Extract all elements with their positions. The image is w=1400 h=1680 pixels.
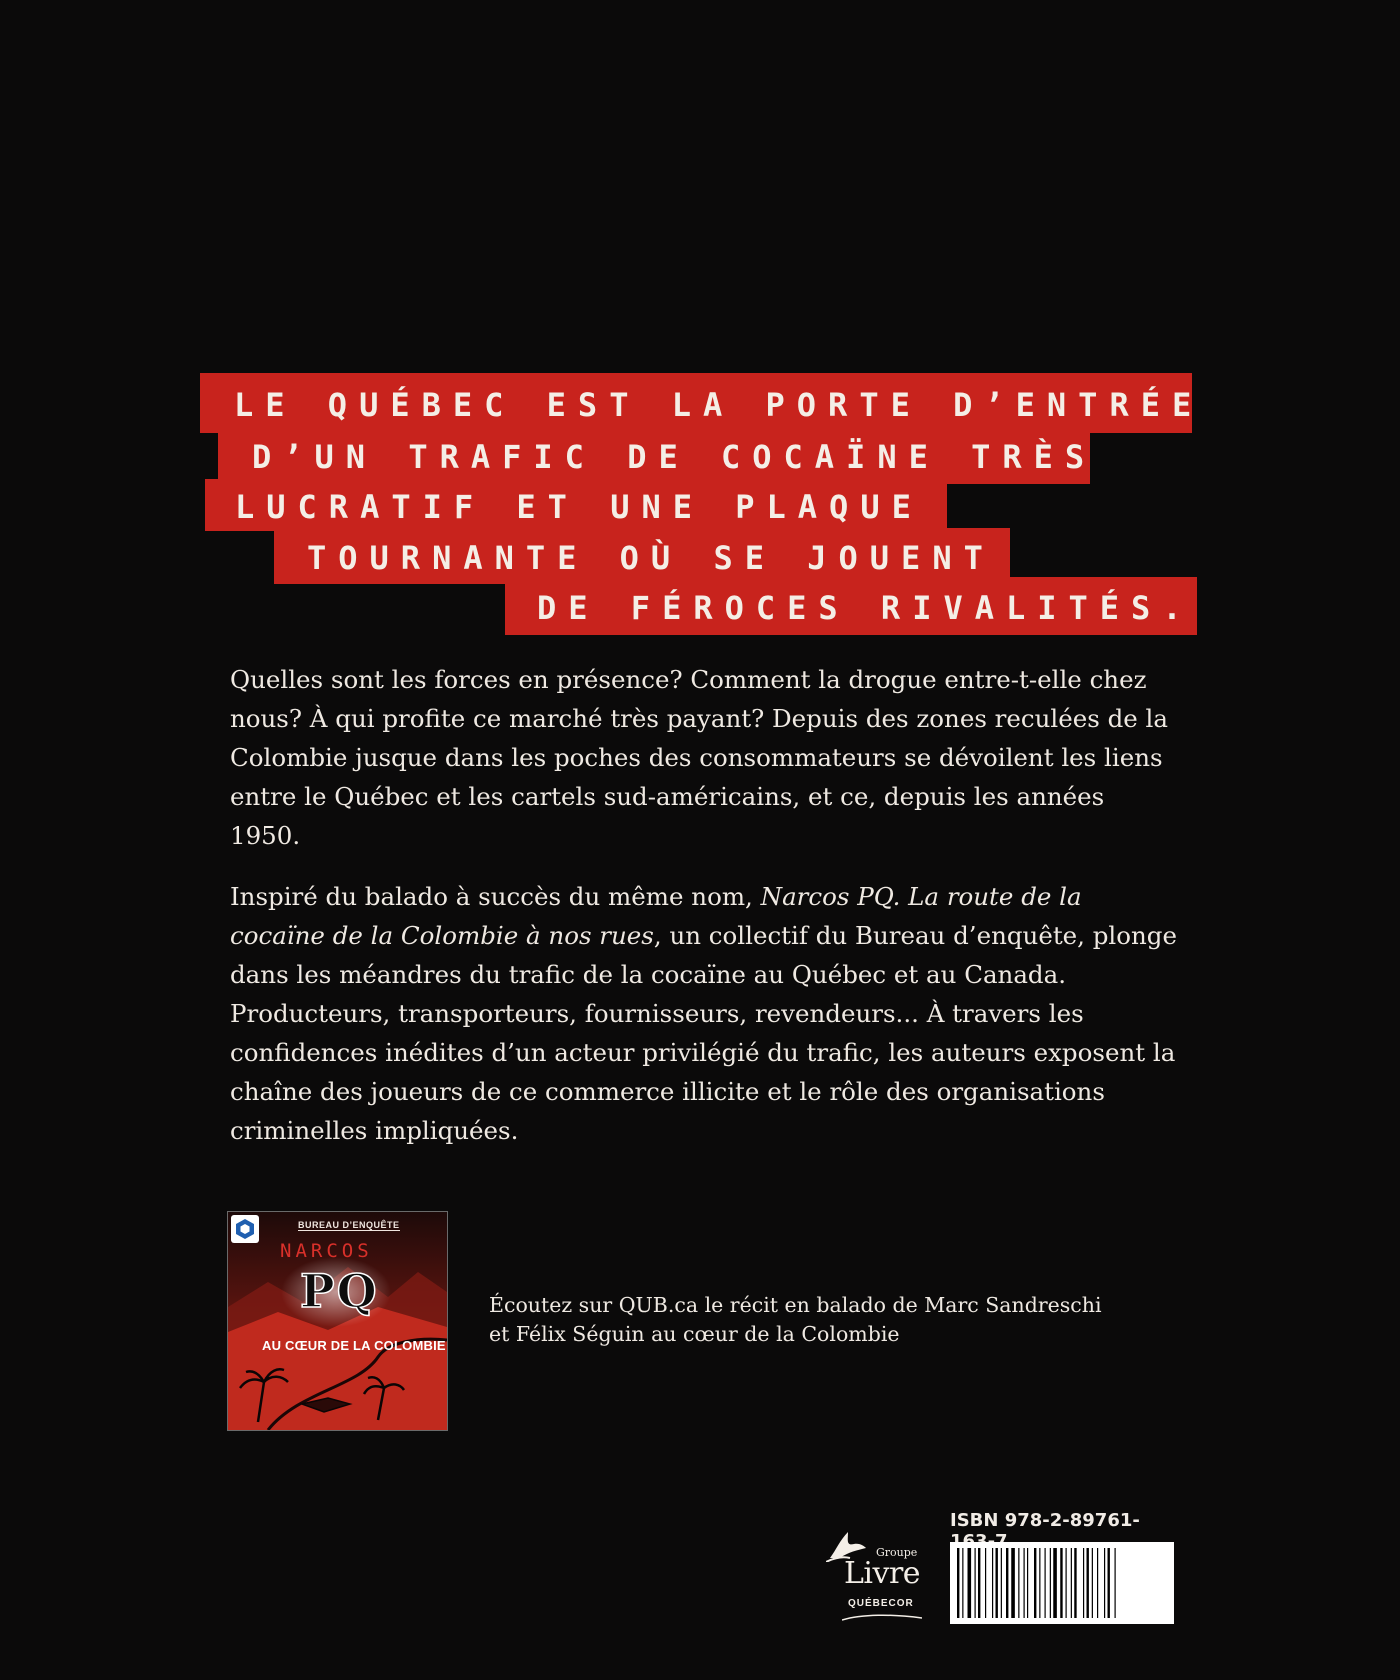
podcast-caption (489, 1291, 1109, 1349)
cover-subtitle: AU CŒUR DE LA COLOMBIE (262, 1338, 446, 1353)
cover-title-letters: PQ (300, 1264, 379, 1318)
tagline-block (0, 0, 1400, 650)
cover-series-label: BUREAU D’ENQUÊTE (298, 1220, 400, 1230)
tagline-line: LUCRATIF ET UNE PLAQUE (205, 479, 947, 531)
tagline-line: D’UN TRAFIC DE COCAÏNE TRÈS (218, 428, 1090, 484)
barcode (950, 1542, 1174, 1624)
book-description (230, 660, 1180, 1172)
barcode-bars (957, 1548, 1167, 1618)
qub-logo-icon (231, 1215, 259, 1243)
caption-line: et Félix Séguin au cœur de la Colombie (489, 1322, 900, 1346)
publisher-sub-label: QUÉBECOR (848, 1598, 914, 1609)
description-paragraph (230, 877, 1180, 1150)
caption-line: Écoutez sur QUB.ca le récit en balado de Marc Sandreschi (489, 1293, 1102, 1317)
book-title-italic: Narcos PQ. La route de la cocaïne de la Colombie à nos rues (230, 882, 1082, 950)
paragraph-rest: , un collectif du Bureau d’enquête, plonge dans les méandres du trafic de la cocaïne au Québec et au Canada. Producteurs, transporteurs, fournisseurs, revendeurs... À travers les confidences inédites d’un acteur privilégié du trafic, les auteurs exposent la chaîne des joueurs de ce commerce illicite et le rôle des organisations criminelles impliquées. (230, 921, 1177, 1145)
tagline-line: LE QUÉBEC EST LA PORTE D’ENTRÉE (200, 373, 1192, 433)
podcast-cover-image (227, 1211, 448, 1431)
swoosh-icon (842, 1612, 922, 1622)
tagline-line: DE FÉROCES RIVALITÉS. (505, 577, 1197, 635)
cover-title-word: NARCOS (280, 1240, 373, 1262)
description-paragraph: Quelles sont les forces en présence? Comment la drogue entre-t-elle chez nous? À qui profite ce marché très payant? Depuis des zones reculées de la Colombie jusque dans les poches des consommateurs se dévoilent les liens entre le Québec et les cartels sud-américains, et ce, depuis les années 1950. (230, 665, 1168, 850)
publisher-logo (826, 1528, 936, 1638)
publisher-name: Livre (844, 1556, 921, 1591)
tagline-line: TOURNANTE OÙ SE JOUENT (274, 528, 1010, 584)
paragraph-lead: Inspiré du balado à succès du même nom, (230, 882, 761, 911)
isbn-label: ISBN 978-2-89761- (950, 1510, 1140, 1531)
publisher-group-label: Groupe (876, 1546, 918, 1559)
